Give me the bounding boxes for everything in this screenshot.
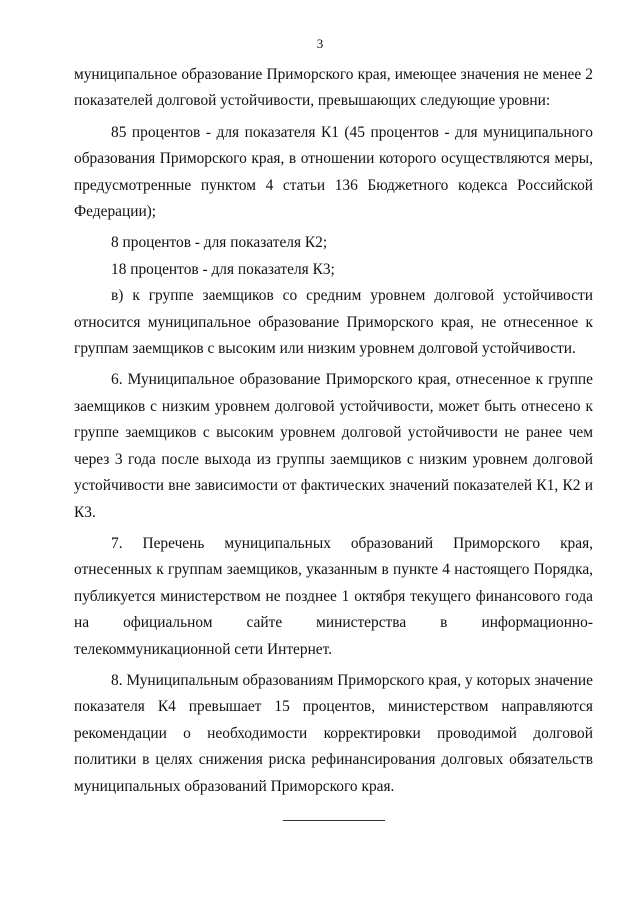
paragraph-item-7: 7. Перечень муниципальных образований Приморского края, отнесенных к группам заемщиков, указанным в пункте 4 настоящего Порядка, публикуется министерством не позднее 1 октября текущего финансового года на официальном сайте министерства в информационно-телекоммуникационной сети Интернет. [74, 534, 593, 658]
paragraph-item-6: 6. Муниципальное образование Приморского края, отнесенное к группе заемщиков с низким уровнем долговой устойчивости, может быть отнесено к группе заемщиков с высоким уровнем долговой устойчивости не ранее чем через 3 года после выхода из группы заемщиков с низким уровнем долговой устойчивости вне зависимости от фактических значений показателей К1, К2 и К3. [74, 371, 593, 521]
paragraph-k2-threshold: 8 процентов - для показателя К2; [111, 234, 328, 252]
paragraph-k3-threshold: 18 процентов - для показателя К3; [111, 260, 335, 278]
document-body [74, 62, 593, 800]
paragraph-item-8: 8. Муниципальным образованиям Приморского края, у которых значение показателя К4 превышает 15 процентов, министерством направляются рекомендации о необходимости корректировки проводимой долговой политики в целях снижения риска рефинансирования долговых обязательств муниципальных образований Приморского края. [74, 671, 593, 795]
page-number: 3 [316, 36, 324, 51]
paragraph-k1-threshold: 85 процентов - для показателя К1 (45 процентов - для муниципального образования Приморского края, в отношении которого осуществляются меры, предусмотренные пунктом 4 статьи 136 Бюджетного кодекса Российской Федерации); [74, 123, 593, 221]
end-divider-line [283, 820, 385, 821]
paragraph-continuation: муниципальное образование Приморского края, имеющее значения не менее 2 показателей долговой устойчивости, превышающих следующие уровни: [74, 66, 593, 110]
paragraph-medium-group: в) к группе заемщиков со средним уровнем долговой устойчивости относится муниципальное образование Приморского края, не отнесенное к группам заемщиков с высоким или низким уровнем долговой устойчивости. [74, 287, 593, 358]
